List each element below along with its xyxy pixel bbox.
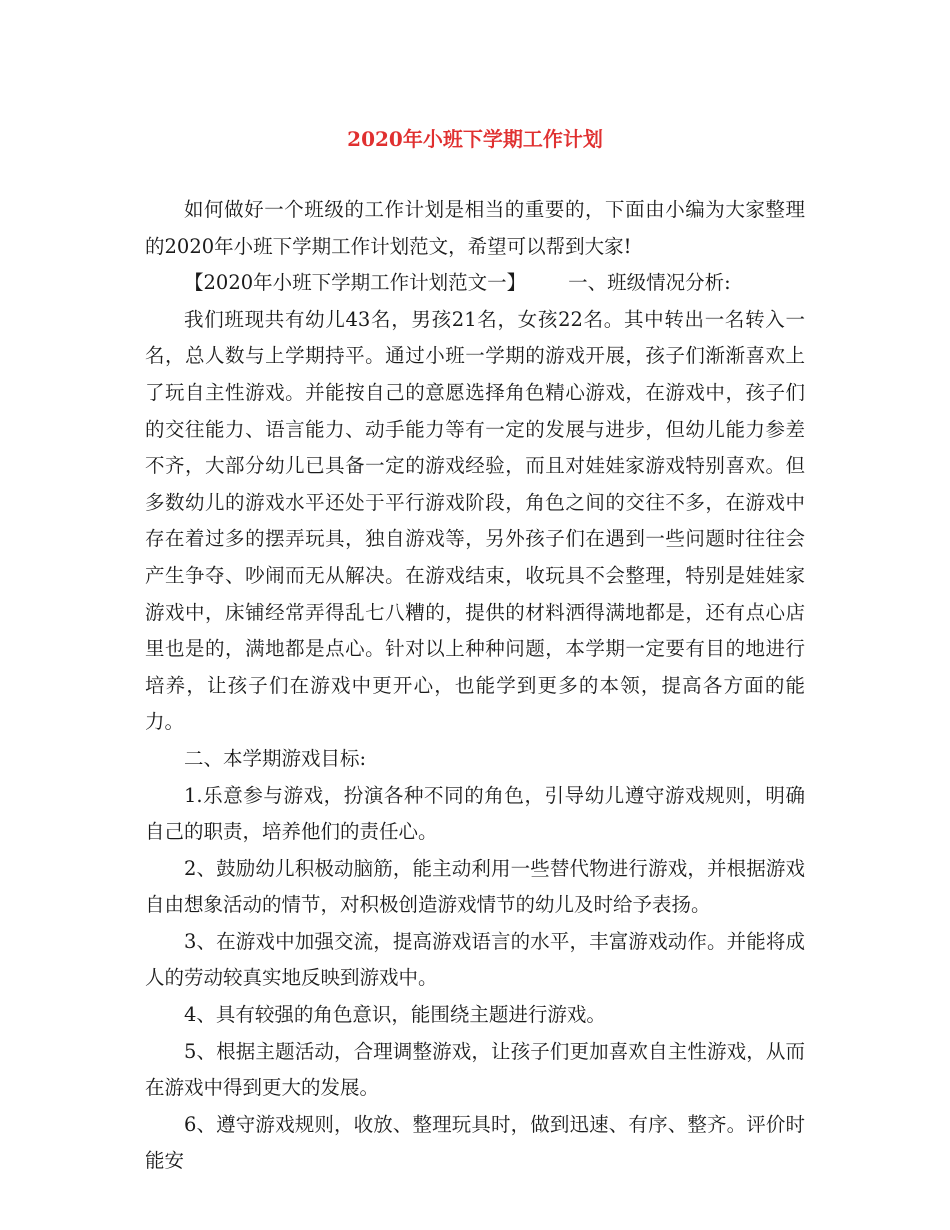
goal-item-2: 2、鼓励幼儿积极动脑筋，能主动利用一些替代物进行游戏，并根据游戏自由想象活动的情节，对积极创造游戏情节的幼儿及时给予表扬。 (145, 856, 805, 917)
goal-item-4: 4、具有较强的角色意识，能围绕主题进行游戏。 (184, 1003, 606, 1027)
section-one-heading: 一、班级情况分析: (568, 271, 731, 295)
goal-item-5: 5、根据主题活动，合理调整游戏，让孩子们更加喜欢自主性游戏，从而在游戏中得到更大的发展。 (145, 1039, 805, 1100)
document-body (145, 192, 805, 1180)
goal-item-6: 6、遵守游戏规则，收放、整理玩具时，做到迅速、有序、整齐。评价时能安 (145, 1112, 805, 1173)
section-two-heading: 二、本学期游戏目标: (184, 746, 367, 770)
goal-item-1: 1.乐意参与游戏，扮演各种不同的角色，引导幼儿遵守游戏规则，明确自己的职责，培养他们的责任心。 (145, 783, 805, 844)
section-heading-line (145, 265, 805, 302)
document-title: 2020年小班下学期工作计划 (347, 127, 603, 151)
class-analysis-paragraph: 我们班现共有幼儿43名，男孩21名，女孩22名。其中转出一名转入一名，总人数与上学期持平。通过小班一学期的游戏开展，孩子们渐渐喜欢上了玩自主性游戏。并能按自己的意愿选择角色精心游戏，在游戏中，孩子们的交往能力、语言能力、动手能力等有一定的发展与进步，但幼儿能力参差不齐，大部分幼儿已具备一定的游戏经验，而且对娃娃家游戏特别喜欢。但多数幼儿的游戏水平还处于平行游戏阶段，角色之间的交往不多，在游戏中存在着过多的摆弄玩具，独自游戏等，另外孩子们在遇到一些问题时往往会产生争夺、吵闹而无从解决。在游戏结束，收玩具不会整理，特别是娃娃家游戏中，床铺经常弄得乱七八糟的，提供的材料洒得满地都是，还有点心店里也是的，满地都是点心。针对以上种种问题，本学期一定要有目的地进行培养，让孩子们在游戏中更开心，也能学到更多的本领，提高各方面的能力。 (145, 307, 805, 734)
goal-item-3: 3、在游戏中加强交流，提高游戏语言的水平，丰富游戏动作。并能将成人的劳动较真实地反映到游戏中。 (145, 929, 805, 990)
sample-heading: 【2020年小班下学期工作计划范文一】 (184, 271, 527, 295)
intro-paragraph: 如何做好一个班级的工作计划是相当的重要的，下面由小编为大家整理的2020年小班下学期工作计划范文，希望可以帮到大家! (145, 198, 805, 258)
